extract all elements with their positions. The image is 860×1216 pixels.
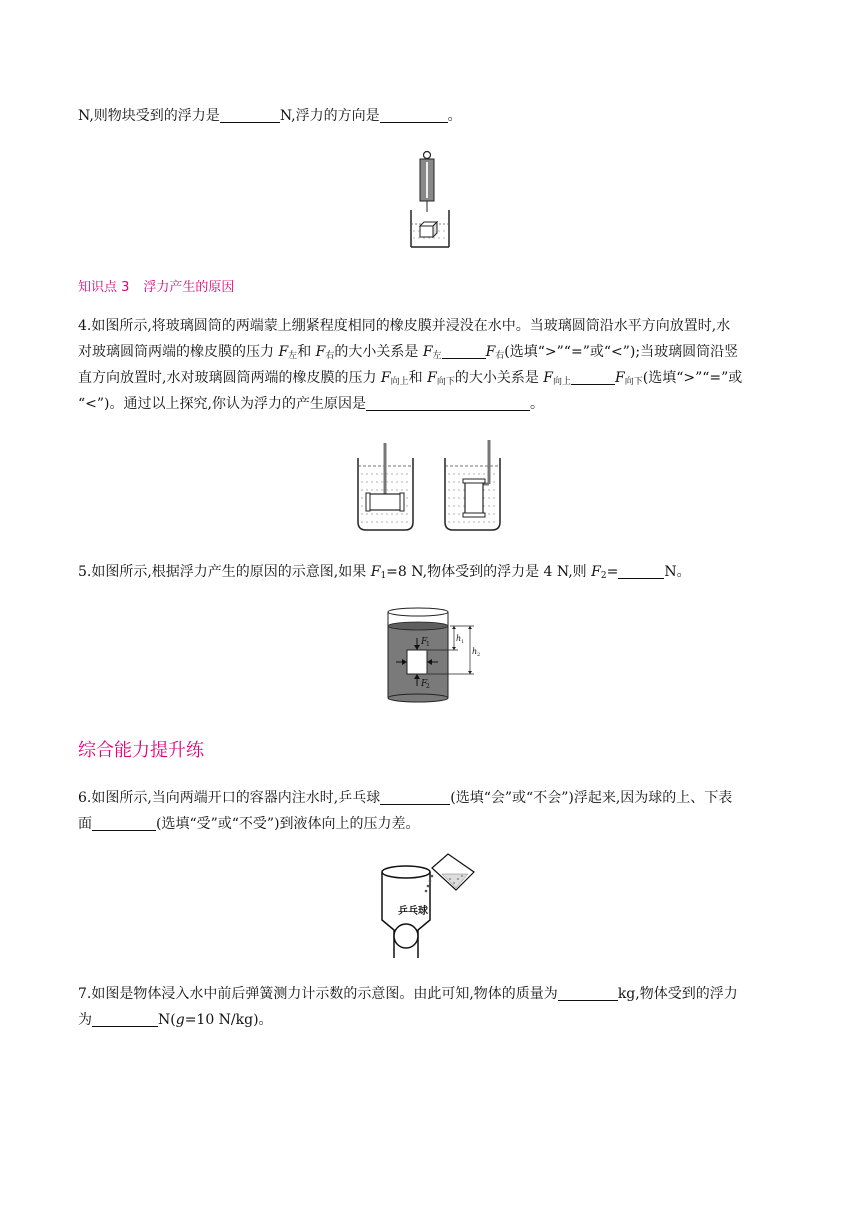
q7-text-2a: 为 — [78, 1012, 92, 1028]
q6-text-1a: 6.如图所示,当向两端开口的容器内注水时,乒乓球 — [78, 790, 381, 806]
q7-blank-1[interactable] — [558, 986, 618, 1001]
q5-text-1: 5.如图所示,根据浮力产生的原因的示意图,如果 — [78, 564, 367, 580]
knowledge-point-title: 浮力产生的原因 — [143, 280, 235, 295]
q4-text-1: 4.如图所示,将玻璃圆筒的两端蒙上绷紧程度相同的橡皮膜并浸没在水中。当玻璃圆筒沿水平方向放置时,水 — [78, 318, 731, 334]
q3-blank-2[interactable] — [380, 108, 448, 123]
ping-pong-figure — [370, 850, 482, 960]
q5-F-symbol: F — [370, 564, 381, 580]
fig-h1-sub: 1 — [461, 639, 465, 645]
q7-g-symbol: g — [175, 1012, 185, 1028]
q4-text-4b: 。 — [529, 396, 544, 412]
q5-text-4: N。 — [664, 564, 691, 580]
q4-F-symbol: F — [315, 344, 326, 360]
q4-sub-left: 左 — [432, 351, 442, 361]
fig-F2-sub: 2 — [426, 683, 430, 690]
q3-text-2: N,浮力的方向是 — [279, 108, 380, 124]
q4-text-2c: (选填“>”“=”或“<”);当玻璃圆筒沿竖 — [504, 344, 739, 360]
q6-blank-2[interactable] — [92, 816, 156, 831]
q4-text-3b: 的大小关系是 — [454, 370, 539, 386]
q5-line — [78, 562, 691, 586]
fig-F1-label: F — [421, 637, 428, 647]
fig-F2-label: F — [421, 679, 428, 689]
q4-and: 和 — [297, 344, 312, 360]
q4-text-3c: (选填“>”“=”或 — [642, 370, 743, 386]
fig-h2-sub: 2 — [477, 652, 481, 658]
q3-text-1: N,则物块受到的浮力是 — [78, 108, 220, 124]
q7-blank-2[interactable] — [92, 1012, 158, 1027]
q4-text-3a: 直方向放置时,水对玻璃圆筒两端的橡皮膜的压力 — [78, 370, 377, 386]
q4-sub-up: 向上 — [390, 377, 409, 387]
q5-text-2: =8 N,物体受到的浮力是 4 N,则 — [386, 564, 587, 580]
q4-blank-3[interactable] — [366, 396, 530, 411]
q4-sub-right: 右 — [325, 351, 335, 361]
q4-sub-up: 向上 — [553, 377, 572, 387]
q5-sub-1: 1 — [380, 571, 387, 581]
q4-F-symbol: F — [543, 370, 553, 386]
q4-text-2b: 的大小关系是 — [334, 344, 419, 360]
q7-text-1a: 7.如图是物体浸入水中前后弹簧测力计示数的示意图。由此可知,物体的质量为 — [78, 986, 558, 1002]
q4-F-symbol: F — [427, 370, 437, 386]
spring-scale-figure — [405, 150, 455, 250]
fig-h2-label: h — [472, 647, 478, 656]
q4-line-3 — [78, 368, 742, 392]
q7-text-2b: N( — [158, 1012, 176, 1028]
glass-cylinder-figure — [355, 438, 515, 534]
q7-line-1 — [78, 984, 738, 1004]
q3-tail-line — [78, 106, 462, 126]
q4-F-symbol: F — [615, 370, 625, 386]
q4-sub-down: 向下 — [436, 377, 455, 387]
q6-text-2b: (选填“受”或“不受”)到液体向上的压力差。 — [156, 816, 420, 832]
q6-text-2a: 面 — [78, 816, 92, 832]
q6-line-1 — [78, 788, 732, 808]
q4-F-symbol: F — [485, 344, 496, 360]
q5-sub-2: 2 — [600, 571, 607, 581]
q3-blank-1[interactable] — [220, 108, 280, 123]
buoyancy-cause-figure — [384, 604, 484, 704]
q5-F-symbol: F — [591, 564, 601, 580]
q4-line-1 — [78, 316, 730, 336]
fig-F1-sub: 1 — [426, 641, 430, 648]
q6-line-2 — [78, 814, 420, 834]
fig-h1-label: h — [456, 634, 462, 643]
comprehensive-section-heading: 综合能力提升练 — [78, 740, 204, 761]
q4-sub-right: 右 — [495, 351, 505, 361]
q6-text-1b: (选填“会”或“不会”)浮起来,因为球的上、下表 — [450, 790, 733, 806]
q4-text-4a: “<”)。通过以上探究,你认为浮力的产生原因是 — [78, 396, 366, 412]
q7-text-1b: kg,物体受到的浮力 — [617, 986, 738, 1002]
q4-blank-2[interactable] — [571, 370, 615, 385]
q5-blank[interactable] — [618, 564, 664, 579]
q4-line-2 — [78, 342, 738, 366]
q6-blank-1[interactable] — [380, 790, 450, 805]
q3-text-3: 。 — [447, 108, 462, 124]
q4-sub-left: 左 — [288, 351, 298, 361]
q4-F-symbol: F — [422, 344, 433, 360]
knowledge-point-label: 知识点 3 — [78, 280, 130, 295]
q4-sub-down: 向下 — [624, 377, 643, 387]
q4-and: 和 — [408, 370, 423, 386]
q4-F-symbol: F — [278, 344, 289, 360]
knowledge-point-heading — [78, 276, 234, 295]
q4-line-4 — [78, 394, 544, 414]
q4-F-symbol: F — [380, 370, 391, 386]
q4-blank-1[interactable] — [442, 344, 486, 359]
q7-line-2 — [78, 1010, 273, 1030]
q4-text-2a: 对玻璃圆筒两端的橡皮膜的压力 — [78, 344, 274, 360]
ping-pong-label: 乒乓球 — [398, 906, 428, 917]
q7-text-2c: =10 N/kg)。 — [184, 1012, 273, 1028]
q5-text-3: = — [606, 564, 619, 580]
